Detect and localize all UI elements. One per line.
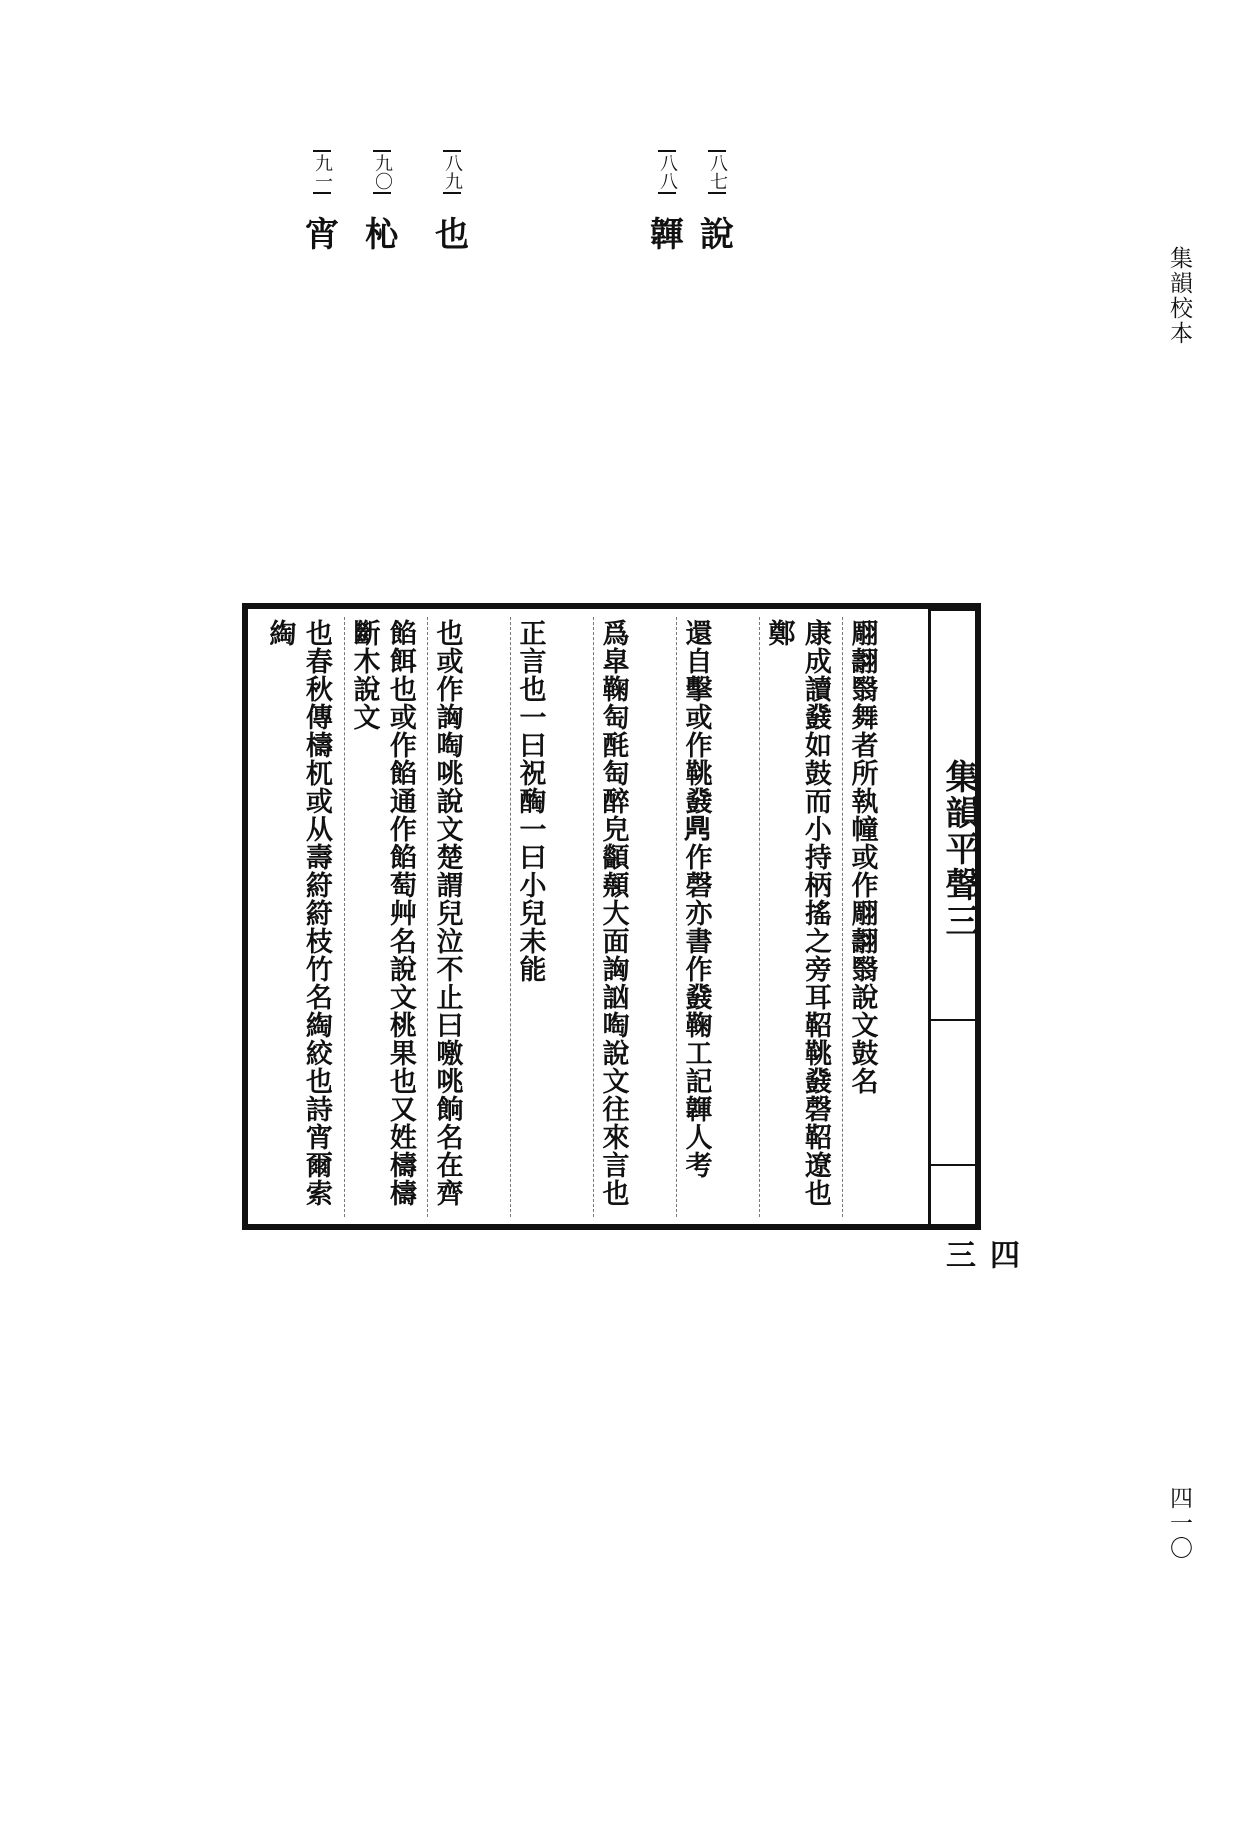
column-text: 康成讀鼗如鼓而小持柄搖之旁耳鞀鞉鼗磬鞀遼也鄭 xyxy=(763,619,831,1207)
text-column xyxy=(842,617,925,1217)
collation-note xyxy=(650,150,684,255)
text-column xyxy=(261,617,344,1217)
column-text: 翢翿翳舞者所執幢或作翢翿翳說文鼓名 xyxy=(846,619,878,1095)
note-mark: 八七 xyxy=(708,150,726,194)
text-column xyxy=(759,617,842,1217)
note-char: 韗 xyxy=(650,215,684,255)
margin-rule xyxy=(931,1164,975,1166)
column-text: 餡餌也或作餡通作餡萄艸名說文桃果也又姓檮檮斷木說文 xyxy=(348,619,416,1207)
book-title: 集韻平聲三 xyxy=(939,759,979,939)
text-columns xyxy=(255,617,925,1217)
running-head: 集韻校本 xyxy=(1166,246,1192,346)
column-text: 爲皐鞠匋酕匋醉皃顲顤大面詾訩啕說文往來言也 xyxy=(597,619,629,1207)
collation-note xyxy=(365,150,399,255)
collation-note xyxy=(435,150,469,255)
text-column xyxy=(344,617,427,1217)
woodblock-page-scan xyxy=(242,603,1019,1269)
note-mark: 八八 xyxy=(658,150,676,194)
collation-note xyxy=(305,150,339,255)
note-mark: 九〇 xyxy=(373,150,391,194)
note-char: 也 xyxy=(435,215,469,255)
note-mark: 九一 xyxy=(313,150,331,194)
column-text: 也春秋傳檮杌或从壽䈙䈙枝竹名綯絞也詩宵爾索綯 xyxy=(264,619,332,1207)
note-mark: 八九 xyxy=(443,150,461,194)
margin-rule xyxy=(931,609,975,611)
column-text: 還自擊或作鞉鼗𪔂作磬亦書作鼗鞠工記韗人考 xyxy=(680,619,712,1179)
folio-number: 四三 xyxy=(940,1239,1019,1269)
page-number: 四一〇 xyxy=(1166,1486,1192,1561)
note-char: 宵 xyxy=(305,215,339,255)
note-char: 說 xyxy=(700,215,734,255)
text-column xyxy=(427,617,510,1217)
column-text: 正言也一曰祝醄一曰小兒未能 xyxy=(514,619,546,983)
margin-rule xyxy=(931,1019,975,1021)
block-margin xyxy=(928,609,1019,1269)
note-char: 杺 xyxy=(365,215,399,255)
text-column xyxy=(593,617,676,1217)
column-text: 也或作詾啕咷說文楚謂兒泣不止曰噭咷餉名在齊 xyxy=(431,619,463,1207)
text-column xyxy=(676,617,759,1217)
text-column xyxy=(510,617,593,1217)
collation-note xyxy=(700,150,734,255)
